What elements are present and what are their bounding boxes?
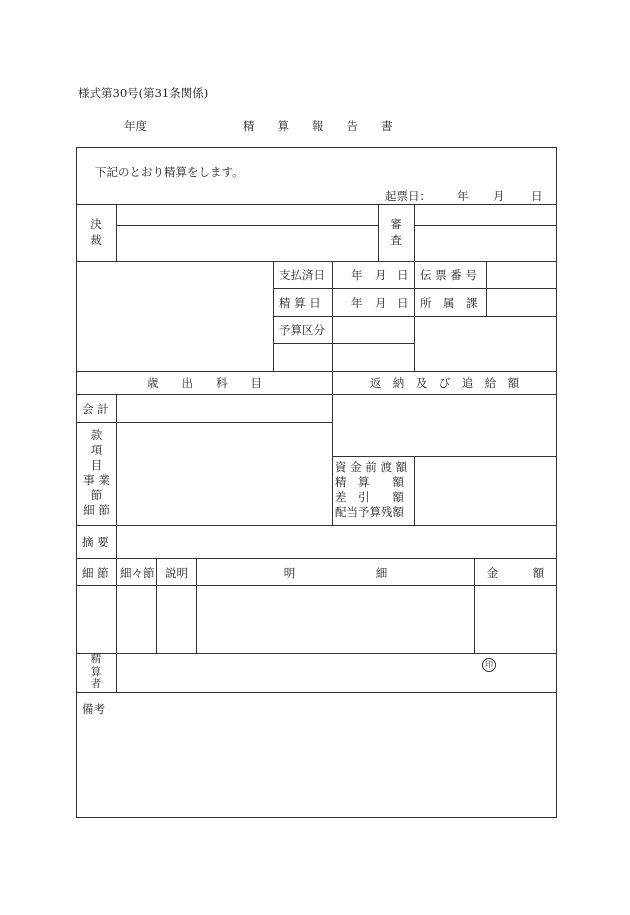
remarks-label: 備考 bbox=[82, 702, 105, 716]
rule-remarks-top bbox=[76, 692, 557, 693]
rule-details-col1 bbox=[116, 558, 117, 654]
settle-date-day: 日 bbox=[397, 296, 409, 310]
rule-info-row2 bbox=[273, 316, 557, 317]
expenditure-header: 歳 出 科 目 bbox=[147, 376, 262, 390]
class-label-jigyou: 事 業 bbox=[83, 473, 110, 487]
paid-date-year: 年 bbox=[351, 268, 363, 282]
refund-header: 返 納 及 び 追 給 額 bbox=[369, 376, 520, 390]
settle-date-year: 年 bbox=[351, 296, 363, 310]
summary-label: 摘 要 bbox=[82, 535, 109, 549]
rule-amount-top bbox=[332, 456, 557, 457]
accounting-label: 会 計 bbox=[82, 402, 109, 416]
details-header-subsection: 細 節 bbox=[82, 566, 109, 580]
rule-summary-top bbox=[76, 525, 557, 526]
class-label-moku: 目 bbox=[90, 458, 103, 472]
rule-info-row3 bbox=[273, 343, 415, 344]
settler-label: 精算者 bbox=[90, 653, 102, 690]
rule-details-bottom bbox=[76, 653, 557, 654]
class-label-kou: 項 bbox=[90, 443, 103, 457]
draft-date-year: 年 bbox=[457, 189, 469, 203]
rule-details-head-bottom bbox=[76, 585, 557, 586]
frame-right bbox=[556, 147, 557, 818]
rule-account-label-div bbox=[116, 394, 117, 526]
details-header-explanation: 説明 bbox=[165, 566, 188, 580]
amount-labels bbox=[335, 460, 413, 520]
rule-review-right bbox=[414, 204, 415, 262]
rule-details-head-top bbox=[76, 558, 557, 559]
details-header-statement: 明 細 bbox=[283, 566, 388, 580]
amount-label-settled: 精 算 額 bbox=[335, 475, 404, 489]
form-number: 様式第30号(第31条関係) bbox=[78, 86, 209, 100]
paid-date-day: 日 bbox=[397, 268, 409, 282]
rule-section-top bbox=[76, 371, 557, 372]
frame-bottom bbox=[76, 817, 557, 818]
rule-approval-left-div bbox=[116, 204, 117, 262]
class-label-kan: 款 bbox=[90, 428, 103, 442]
draft-date-label: 起票日： bbox=[385, 189, 431, 203]
review-label: 審査 bbox=[390, 217, 402, 247]
voucher-number-label: 伝 票 番 号 bbox=[420, 268, 477, 282]
rule-amount-div bbox=[414, 456, 415, 526]
rule-review-left bbox=[378, 204, 379, 262]
rule-info-col4 bbox=[486, 261, 487, 317]
draft-date-month: 月 bbox=[493, 189, 505, 203]
rule-info-row1 bbox=[273, 288, 557, 289]
settle-date-month: 月 bbox=[375, 296, 387, 310]
rule-account-row bbox=[76, 422, 333, 423]
rule-settler-div bbox=[116, 653, 117, 693]
details-header-amount: 金 額 bbox=[486, 566, 545, 580]
details-header-sub-subsection: 細々節 bbox=[120, 566, 155, 580]
frame-top bbox=[76, 147, 557, 148]
seal-mark: 印 bbox=[482, 658, 496, 672]
rule-section-div bbox=[332, 371, 333, 526]
rule-approval-top bbox=[76, 204, 557, 205]
rule-details-col2 bbox=[156, 558, 157, 654]
paid-date-label: 支払済日 bbox=[279, 268, 325, 282]
budget-category-label: 予算区分 bbox=[279, 323, 325, 337]
rule-summary-div bbox=[116, 525, 117, 559]
fiscal-year-label: 年度 bbox=[124, 119, 147, 133]
rule-approval-bottom bbox=[76, 261, 557, 262]
rule-approval-mid-right bbox=[414, 225, 557, 226]
classification-labels bbox=[77, 428, 116, 518]
class-label-saisetsu: 細 節 bbox=[83, 503, 110, 517]
decision-label: 決裁 bbox=[90, 217, 102, 247]
settle-date-label: 精 算 日 bbox=[279, 296, 321, 310]
department-label: 所 属 課 bbox=[420, 296, 478, 310]
intro-statement: 下記のとおり精算をします。 bbox=[95, 165, 244, 179]
class-label-setsu: 節 bbox=[90, 488, 103, 502]
page-title: 精 算 報 告 書 bbox=[243, 119, 393, 133]
rule-section-bottom bbox=[76, 394, 557, 395]
draft-date-day: 日 bbox=[531, 189, 543, 203]
rule-approval-mid-left bbox=[116, 225, 378, 226]
amount-label-advance: 資 金 前 渡 額 bbox=[335, 460, 408, 474]
paid-date-month: 月 bbox=[375, 268, 387, 282]
amount-label-difference: 差 引 額 bbox=[335, 490, 404, 504]
amount-label-remaining-budget: 配当予算残額 bbox=[335, 505, 404, 519]
